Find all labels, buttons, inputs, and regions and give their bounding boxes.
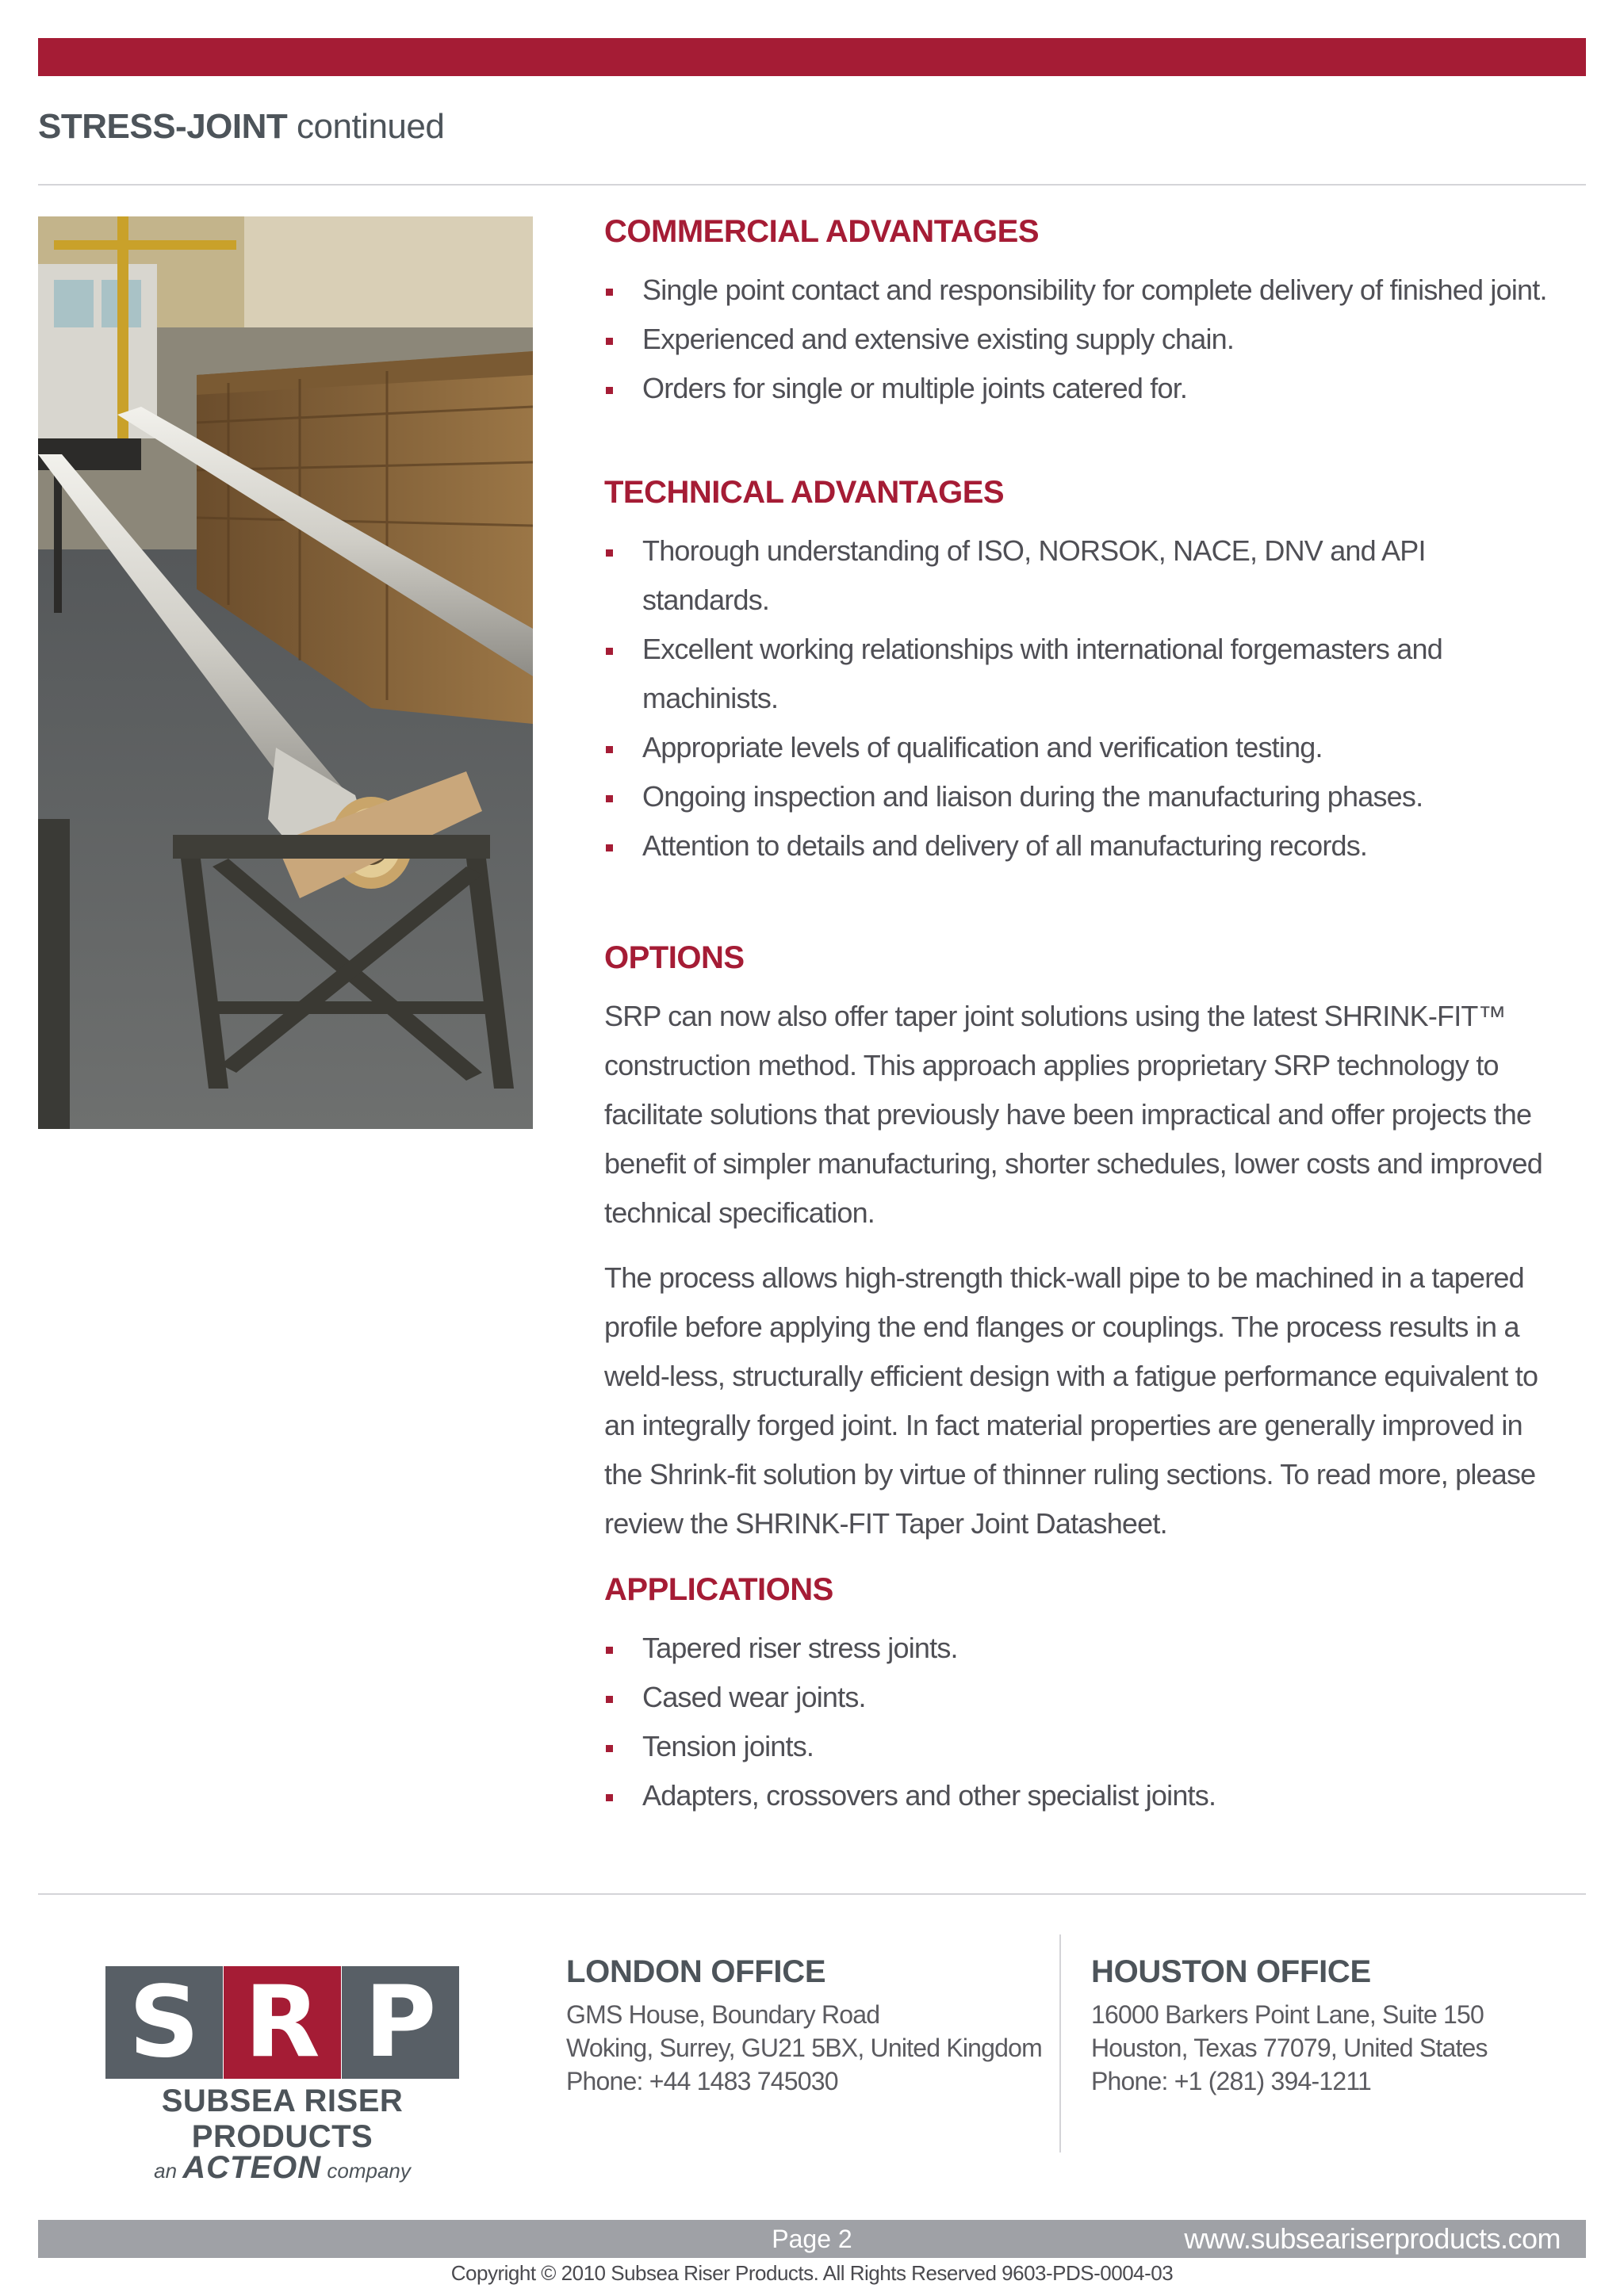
list-item: Adapters, crossovers and other specialist joints. (604, 1771, 1556, 1820)
header-divider (38, 184, 1586, 186)
technical-advantages-list (604, 526, 1556, 871)
houston-phone: Phone: +1 (281) 394-1211 (1091, 2067, 1371, 2095)
office-divider (1059, 1934, 1061, 2152)
content-column (604, 214, 1556, 1820)
list-item: Excellent working relationships with international forgemasters and machinists. (604, 625, 1556, 723)
list-item: Orders for single or multiple joints catered for. (604, 364, 1556, 413)
applications-list (604, 1624, 1556, 1820)
houston-office (1091, 1954, 1567, 2098)
list-item: Attention to details and delivery of all manufacturing records. (604, 821, 1556, 871)
list-item: Experienced and extensive existing supply chain. (604, 315, 1556, 364)
footer-bar (38, 2220, 1586, 2258)
stress-joint-photo (38, 216, 533, 1129)
logo-letter-p: P (364, 1965, 437, 2080)
copyright-notice: Copyright © 2010 Subsea Riser Products. All Rights Reserved 9603-PDS-0004-03 (450, 2261, 1174, 2285)
options-paragraph: SRP can now also offer taper joint solutions using the latest SHRINK-FIT™ construction method. This approach applies proprietary SRP technology to facilitate solutions that previously have been impractical and offer projects the benefit of simpler manufacturing, shorter schedules, lower costs and improved technical specification. (604, 1000, 1543, 1229)
website-link[interactable]: www.subseariserproducts.com (1184, 2222, 1561, 2255)
acteon-wordmark: ACTEON (182, 2150, 322, 2185)
logo-letter-s: S (128, 1965, 200, 2080)
houston-address-line: Houston, Texas 77079, United States (1091, 2034, 1488, 2062)
options-paragraph: The process allows high-strength thick-wall pipe to be machined in a tapered profile before applying the end flanges or couplings. The process results in a weld-less, structurally efficient design with a fatigue performance equivalent to an integrally forged joint. In fact material properties are generally improved in the Shrink-fit solution by virtue of thinner ruling sections. To read more, please review the SHRINK-FIT Taper Joint Datasheet. (604, 1261, 1538, 1540)
technical-advantages-heading: TECHNICAL ADVANTAGES (604, 475, 1005, 510)
london-phone: Phone: +44 1483 745030 (566, 2067, 838, 2095)
commercial-advantages-heading: COMMERCIAL ADVANTAGES (604, 214, 1040, 249)
commercial-advantages-list (604, 266, 1556, 413)
logo-tag-suffix: company (327, 2159, 411, 2183)
houston-address-line: 16000 Barkers Point Lane, Suite 150 (1091, 2000, 1484, 2029)
page-number: Page 2 (772, 2225, 852, 2253)
houston-office-title: HOUSTON OFFICE (1091, 1954, 1371, 1989)
page-title (38, 107, 444, 147)
london-office (566, 1954, 1042, 2098)
options-heading: OPTIONS (604, 940, 745, 975)
logo-tag-prefix: an (154, 2159, 178, 2183)
list-item: Appropriate levels of qualification and verification testing. (604, 723, 1556, 772)
list-item: Tension joints. (604, 1722, 1556, 1771)
list-item: Ongoing inspection and liaison during the manufacturing phases. (604, 772, 1556, 821)
applications-heading: APPLICATIONS (604, 1572, 833, 1607)
logo-tagline (105, 2150, 459, 2186)
page-title-continued: continued (297, 107, 445, 146)
footer-divider (38, 1893, 1586, 1895)
list-item: Tapered riser stress joints. (604, 1624, 1556, 1673)
logo-company-name: SUBSEA RISER PRODUCTS (161, 2084, 404, 2154)
list-item: Thorough understanding of ISO, NORSOK, NACE, DNV and API standards. (604, 526, 1556, 625)
page-title-main: STRESS-JOINT (38, 107, 288, 146)
list-item: Cased wear joints. (604, 1673, 1556, 1722)
london-address-line: Woking, Surrey, GU21 5BX, United Kingdom (566, 2034, 1043, 2062)
london-office-title: LONDON OFFICE (566, 1954, 826, 1989)
list-item: Single point contact and responsibility for complete delivery of finished joint. (604, 266, 1556, 315)
london-address-line: GMS House, Boundary Road (566, 2000, 880, 2029)
logo-letter-r: R (244, 1965, 320, 2080)
top-accent-bar (38, 38, 1586, 76)
